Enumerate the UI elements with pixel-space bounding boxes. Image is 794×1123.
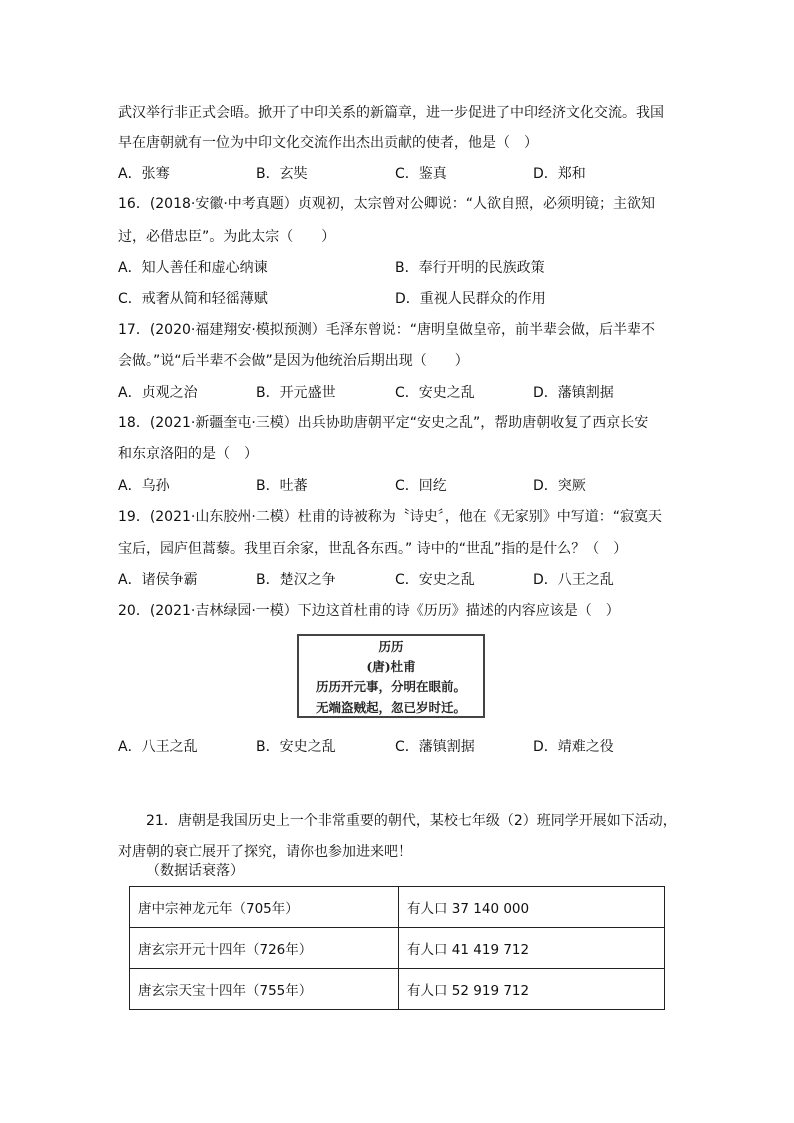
option-b: B．开元盛世: [256, 385, 336, 401]
option-d: D．靖难之役: [533, 739, 614, 755]
option-b: B．玄奘: [256, 166, 308, 182]
option-a: A．贞观之治: [118, 385, 198, 401]
option-a: A．诸侯争霸: [118, 572, 198, 588]
option-c: C．戒奢从简和轻徭薄赋: [118, 291, 268, 307]
question-text: 17．(2020·福建翔安·模拟预测）毛泽东曾说：“唐明皇做皇帝，前半辈会做，后半辈不: [118, 322, 656, 338]
poem-image: [297, 634, 485, 718]
table-cell-population: 有人口 52 919 712: [399, 969, 665, 1010]
option-d: D．郑和: [533, 166, 586, 182]
table-cell-population: 有人口 41 419 712: [399, 928, 665, 969]
question-text: 宝后，园庐但蒿藜。我里百余家，世乱各东西。” 诗中的“世乱”指的是什么？（ ）: [118, 541, 628, 557]
table-cell-period: 唐玄宗天宝十四年（755年）: [130, 969, 399, 1010]
question-text: 会做。”说“后半辈不会做”是因为他统治后期出现（ ）: [118, 353, 469, 369]
table-cell-period: 唐玄宗开元十四年（726年）: [130, 928, 399, 969]
question-text: 对唐朝的衰亡展开了探究，请你也参加进来吧！: [118, 844, 412, 860]
question-text: 21．唐朝是我国历史上一个非常重要的朝代，某校七年级（2）班同学开展如下活动，: [146, 813, 677, 829]
population-table: [129, 886, 665, 1010]
option-b: B．安史之乱: [256, 739, 336, 755]
question-text: 武汉举行非正式会晤。掀开了中印关系的新篇章，进一步促进了中印经济文化交流。我国: [118, 105, 664, 121]
option-c: C．安史之乱: [395, 385, 475, 401]
question-text: 16．(2018·安徽·中考真题）贞观初，太宗曾对公卿说：“人欲自照，必须明镜；主欲知: [118, 196, 656, 212]
table-cell-population: 有人口 37 140 000: [399, 887, 665, 928]
option-c: C．藩镇割据: [395, 739, 475, 755]
poem-line: 无端盗贼起，忽已岁时迁。: [315, 700, 466, 715]
table-row: [130, 969, 665, 1010]
table-row: [130, 928, 665, 969]
table-row: [130, 887, 665, 928]
option-d: D．突厥: [533, 478, 586, 494]
option-c: C．安史之乱: [395, 572, 475, 588]
option-c: C．回纥: [395, 478, 447, 494]
question-text: 过，必借忠臣”。为此太宗（ ）: [118, 229, 336, 245]
poem-author: (唐)杜甫: [366, 659, 416, 674]
option-c: C．鉴真: [395, 166, 447, 182]
option-b: B．吐蕃: [256, 478, 308, 494]
option-b: B．奉行开明的民族政策: [395, 260, 545, 276]
poem-title: 历历: [378, 639, 404, 654]
option-d: D．八王之乱: [533, 572, 614, 588]
section-subtitle: （数据话衰落）: [146, 863, 244, 879]
option-d: D．藩镇割据: [533, 385, 614, 401]
option-d: D．重视人民群众的作用: [395, 291, 546, 307]
question-text: 18．(2021·新疆奎屯·三模）出兵协助唐朝平定“安史之乱”，帮助唐朝收复了西京长安: [118, 415, 649, 431]
question-text: 20．(2021·吉林绿园·一模）下边这首杜甫的诗《历历》描述的内容应该是（ ）: [118, 603, 620, 619]
option-a: A．八王之乱: [118, 739, 198, 755]
question-text: 19．(2021·山东胶州·二模）杜甫的诗被称为〝诗史〞，他在《无家别》中写道：“寂寞天: [118, 509, 663, 525]
poem-line: 历历开元事，分明在眼前。: [315, 679, 466, 694]
question-text: 早在唐朝就有一位为中印文化交流作出杰出贡献的使者，他是（ ）: [118, 135, 538, 151]
option-a: A．张骞: [118, 166, 170, 182]
option-a: A．乌孙: [118, 478, 170, 494]
option-a: A．知人善任和虚心纳谏: [118, 260, 268, 276]
question-text: 和东京洛阳的是（ ）: [118, 446, 258, 462]
option-b: B．楚汉之争: [256, 572, 336, 588]
table-cell-period: 唐中宗神龙元年（705年）: [130, 887, 399, 928]
